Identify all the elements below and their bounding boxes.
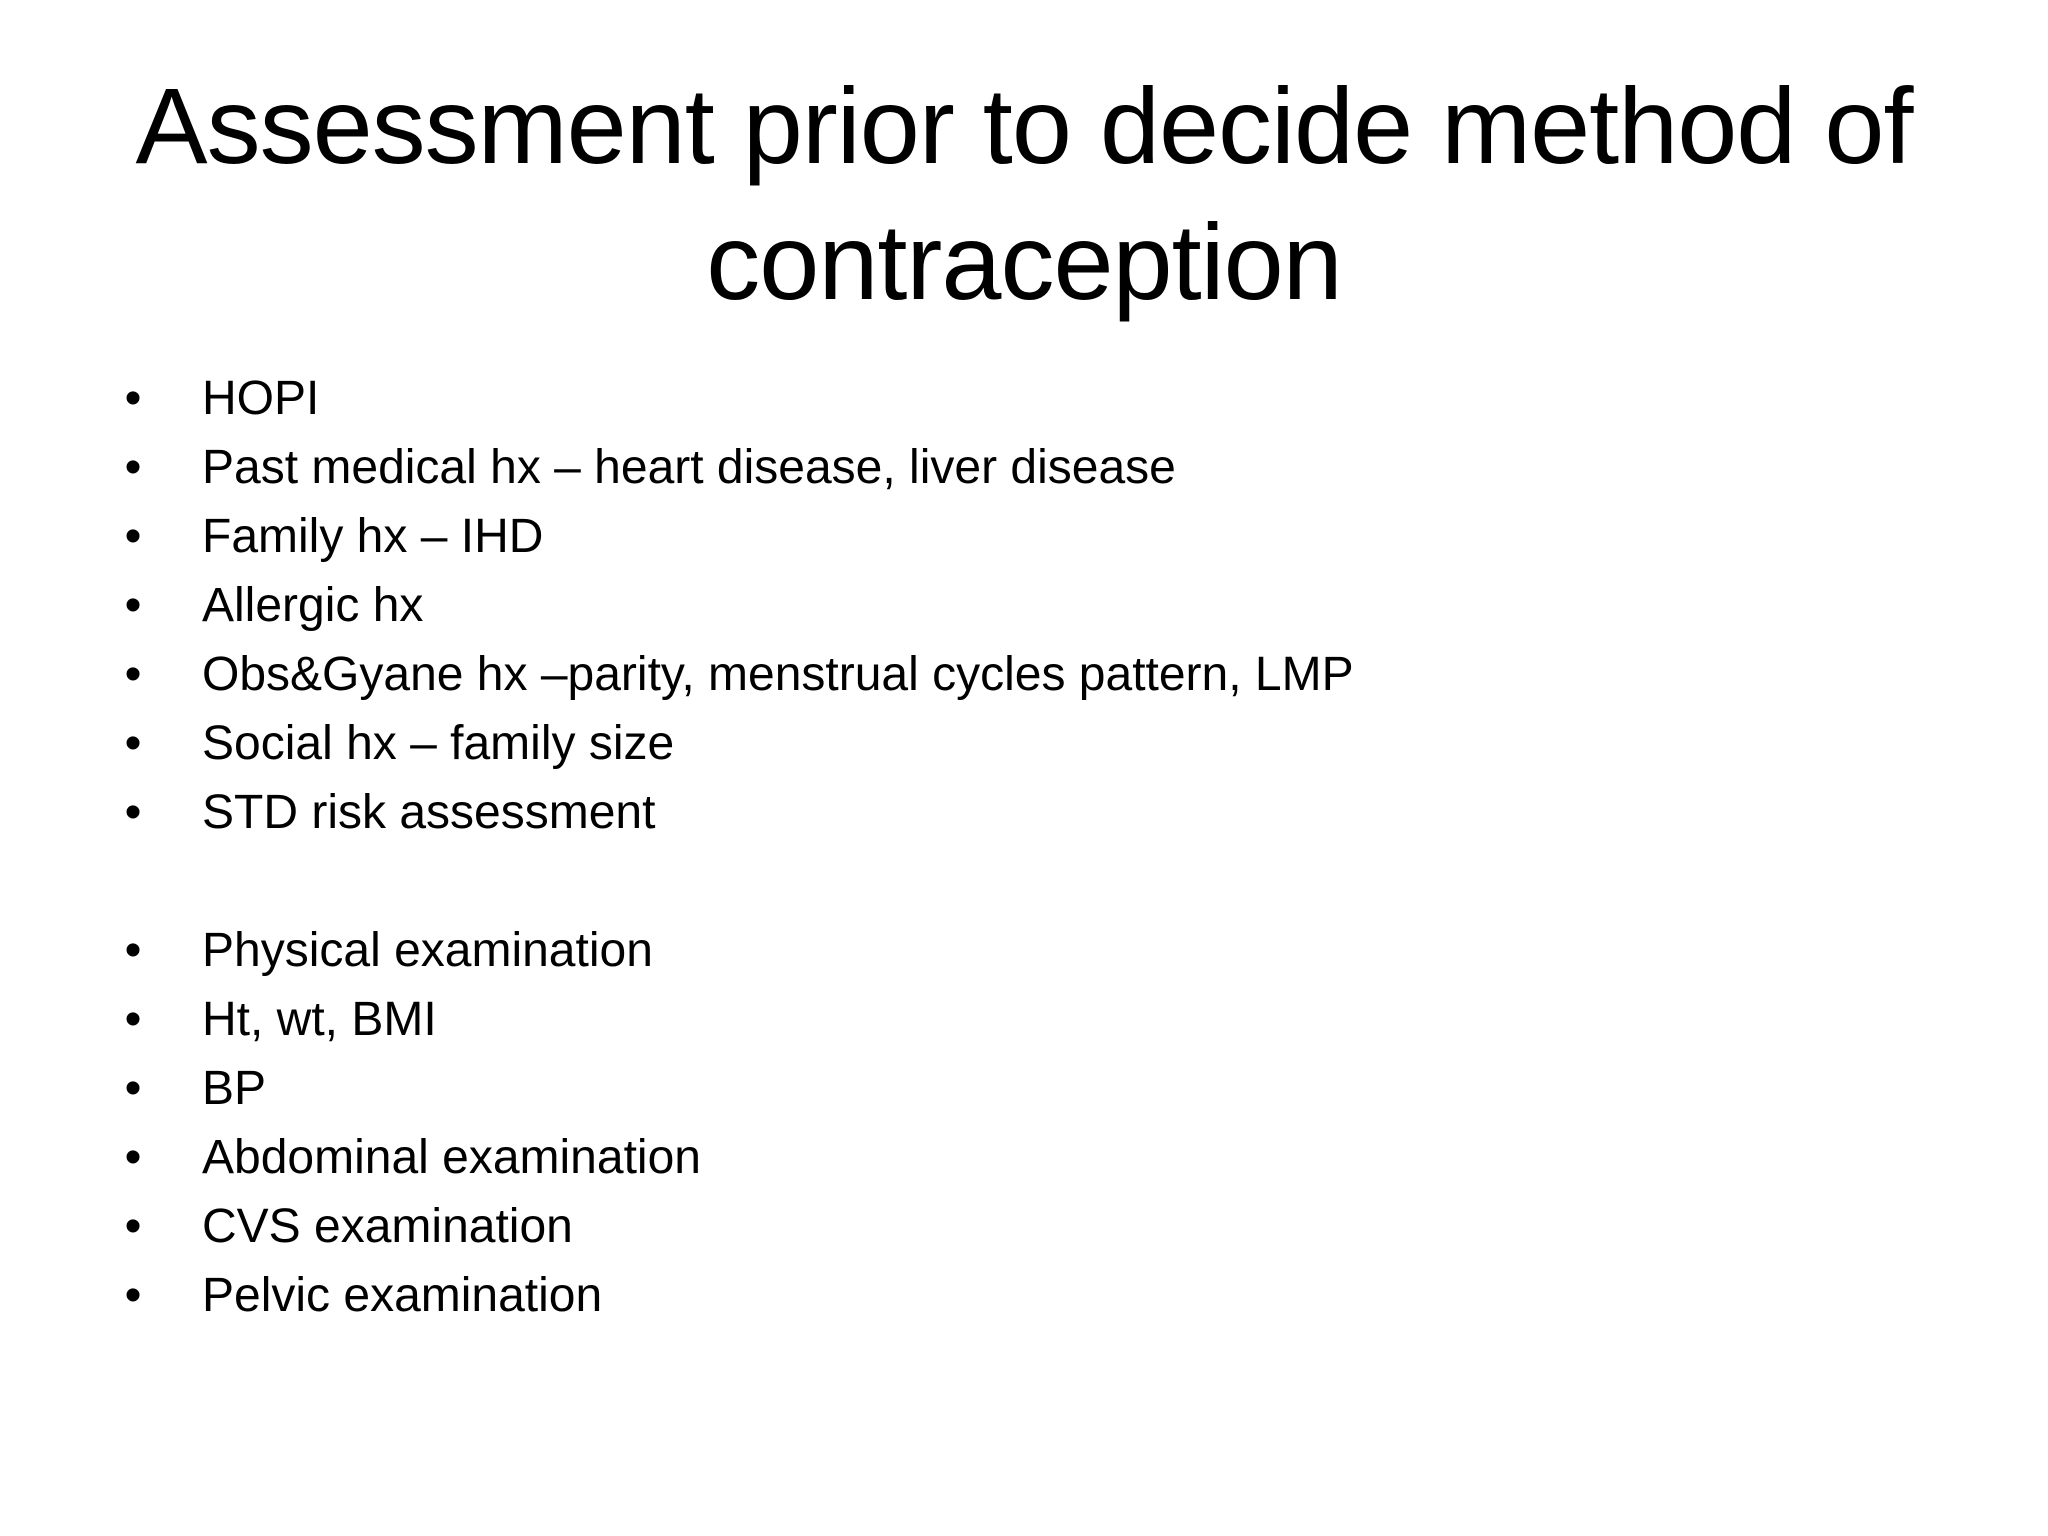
bullet-point-icon: • bbox=[124, 1269, 142, 1322]
bullet-text: BP bbox=[202, 1062, 267, 1115]
bullet-point-icon: • bbox=[124, 786, 142, 839]
bullet-item-past-medical-hx bbox=[118, 433, 1354, 502]
bullet-text: Allergic hx bbox=[202, 579, 424, 632]
bullet-item-std-risk bbox=[118, 778, 1354, 847]
bullet-item-abdominal-exam bbox=[118, 1123, 1354, 1192]
bullet-point-icon: • bbox=[124, 372, 142, 425]
bullet-text: Obs&Gyane hx –parity, menstrual cycles pattern, LMP bbox=[202, 648, 1354, 701]
bullet-point-icon: • bbox=[124, 441, 142, 494]
bullet-item-cvs-exam bbox=[118, 1192, 1354, 1261]
bullet-text: Ht, wt, BMI bbox=[202, 993, 437, 1046]
bullet-point-icon: • bbox=[124, 579, 142, 632]
bullet-point-icon: • bbox=[124, 993, 142, 1046]
slide-title-line-1: Assessment prior to decide method of bbox=[135, 65, 1913, 186]
bullet-item-hopi bbox=[118, 364, 1354, 433]
bullet-list bbox=[118, 364, 1354, 1330]
bullet-text: Family hx – IHD bbox=[202, 510, 544, 563]
bullet-item-obs-gyane-hx bbox=[118, 640, 1354, 709]
bullet-item-pelvic-exam bbox=[118, 1261, 1354, 1330]
bullet-text: HOPI bbox=[202, 372, 320, 425]
bullet-item-family-hx bbox=[118, 502, 1354, 571]
bullet-point-icon: • bbox=[124, 1062, 142, 1115]
bullet-text: Pelvic examination bbox=[202, 1269, 603, 1322]
bullet-text: CVS examination bbox=[202, 1200, 573, 1253]
bullet-point-icon: • bbox=[124, 510, 142, 563]
bullet-point-icon: • bbox=[124, 1200, 142, 1253]
bullet-text: Past medical hx – heart disease, liver disease bbox=[202, 441, 1176, 494]
bullet-item-social-hx bbox=[118, 709, 1354, 778]
bullet-text: Social hx – family size bbox=[202, 717, 675, 770]
bullet-item-bp bbox=[118, 1054, 1354, 1123]
bullet-text: Physical examination bbox=[202, 924, 653, 977]
bullet-item-allergic-hx bbox=[118, 571, 1354, 640]
bullet-point-icon: • bbox=[124, 924, 142, 977]
slide-title-line-2: contraception bbox=[706, 201, 1342, 322]
bullet-item-ht-wt-bmi bbox=[118, 985, 1354, 1054]
bullet-item-physical-exam bbox=[118, 916, 1354, 985]
bullet-point-icon: • bbox=[124, 717, 142, 770]
bullet-point-icon: • bbox=[124, 648, 142, 701]
bullet-text: STD risk assessment bbox=[202, 786, 656, 839]
slide-title bbox=[100, 58, 1948, 330]
bullet-text: Abdominal examination bbox=[202, 1131, 701, 1184]
bullet-point-icon: • bbox=[124, 1131, 142, 1184]
